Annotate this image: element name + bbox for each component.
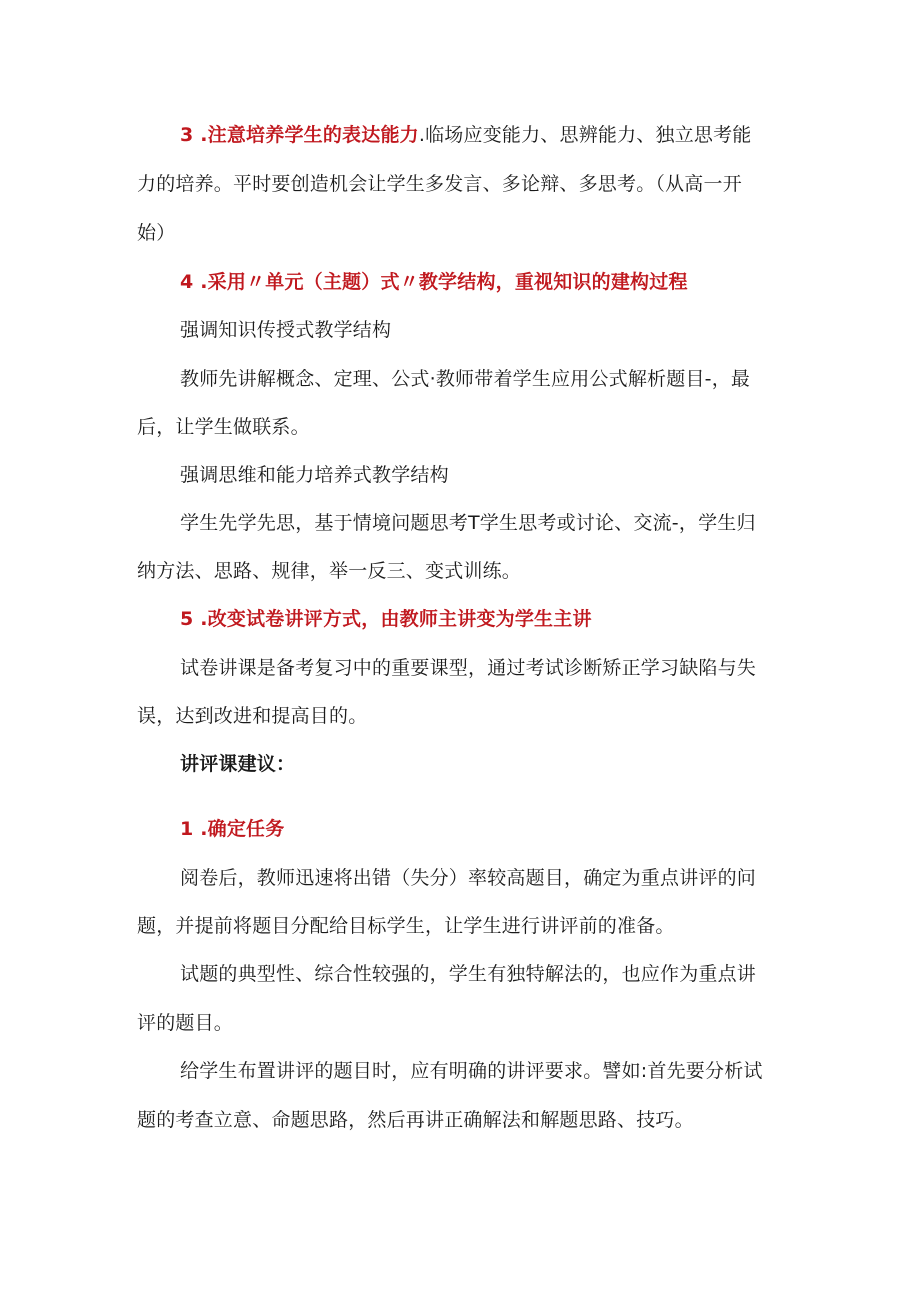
section-4-subtitle-1: 强调知识传授式教学结构 [180, 319, 392, 341]
subsection-1-paragraph-2-line-1: 试题的典型性、综合性较强的，学生有独特解法的，也应作为重点讲 [180, 963, 757, 985]
section-4-paragraph-2-line-2: 纳方法、思路、规律，举一反三、变式训练。 [137, 560, 522, 582]
section-4-heading: 4 .采用〃单元（主题）式〃教学结构，重视知识的建构过程 [180, 271, 688, 293]
section-5-heading: 5 .改变试卷讲评方式，由教师主讲变为学生主讲 [180, 608, 592, 630]
subsection-1-paragraph-2-line-2: 评的题目。 [137, 1012, 234, 1034]
subsection-1-paragraph-1-line-2: 题，并提前将题目分配给目标学生，让学生进行讲评前的准备。 [137, 915, 675, 937]
section-5-paragraph-line-1: 试卷讲课是备考复习中的重要课型，通过考试诊断矫正学习缺陷与失 [180, 657, 757, 679]
subsection-1-heading: 1 .确定任务 [180, 818, 285, 840]
section-3-line-1 [180, 121, 752, 149]
subsection-1-paragraph-3-line-2: 题的考查立意、命题思路，然后再讲正确解法和解题思路、技巧。 [137, 1109, 694, 1131]
advice-heading: 讲评课建议： [180, 753, 296, 775]
section-3-heading: 3 .注意培养学生的表达能力 [180, 124, 419, 146]
section-3-line-3: 始） [137, 222, 176, 244]
subsection-1-paragraph-1-line-1: 阅卷后，教师迅速将出错（失分）率较高题目，确定为重点讲评的问 [180, 867, 757, 889]
subsection-1-paragraph-3-line-1: 给学生布置讲评的题目时，应有明确的讲评要求。譬如:首先要分析试 [180, 1060, 763, 1082]
section-4-paragraph-1-line-1: 教师先讲解概念、定理、公式·教师带着学生应用公式解析题目-，最 [180, 368, 751, 390]
section-5-paragraph-line-2: 误，达到改进和提高目的。 [137, 705, 368, 727]
section-4-paragraph-2-line-1: 学生先学先思，基于情境问题思考T学生思考或讨论、交流-，学生归 [180, 512, 756, 534]
section-4-paragraph-1-line-2: 后，让学生做联系。 [137, 416, 310, 438]
section-3-line-2: 力的培养。平时要创造机会让学生多发言、多论辩、多思考。（从高一开 [137, 173, 742, 195]
section-4-subtitle-2: 强调思维和能力培养式教学结构 [180, 464, 449, 486]
section-3-text: .临场应变能力、思辨能力、独立思考能 [418, 124, 752, 146]
